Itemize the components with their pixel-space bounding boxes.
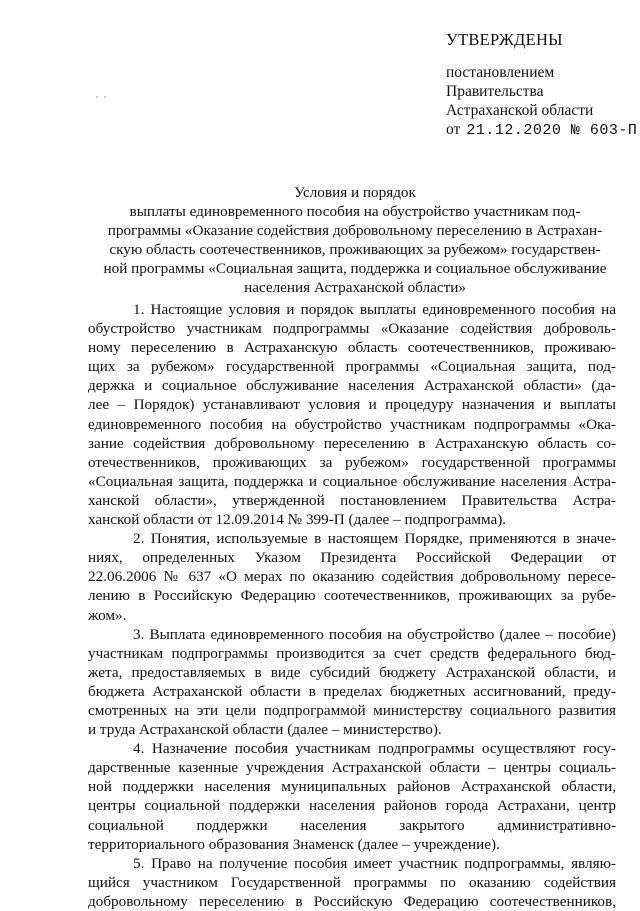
approval-heading: УТВЕРЖДЕНЫ [446, 30, 563, 49]
text-line: и труда Астраханской области (далее – министерство). [88, 721, 442, 739]
text-line: щийся участником Государственной программы по оказанию содействия [88, 873, 616, 891]
text-line: центры социальной поддержки населения районов города Астрахани, центр [88, 797, 616, 815]
text-line: «Социальная защита, поддержка и социальное обслуживание населения Астра- [88, 472, 616, 490]
text-line: отечественников, проживающих за рубежом» государственной программы [88, 453, 616, 471]
text-line: 4. Назначение пособия участникам подпрограммы осуществляют госу- [133, 740, 616, 758]
text-line: лее – Порядок) устанавливают условия и процедуру назначения и выплаты [88, 396, 616, 414]
text-line: социальной поддержки населения закрытого административно- [88, 816, 616, 834]
text-line: 2. Понятия, используемые в настоящем Порядке, применяются в значе- [133, 530, 616, 548]
title-line: выплаты единовременного пособия на обустройство участникам под- [129, 203, 581, 220]
text-line: 5. Право на получение пособия имеет участник подпрограммы, являю- [133, 854, 616, 872]
approval-stamp-block [446, 30, 636, 140]
text-line: лению в Российскую Федерацию соотечественников, проживающих за рубе- [88, 587, 616, 605]
title-line: скую область соотечественников, проживающих за рубежом» государствен- [109, 241, 601, 258]
text-line: бюджета Астраханской области в пределах бюджетных ассигнований, преду- [88, 682, 616, 700]
paragraph-2 [88, 529, 616, 624]
text-line: единовременного пособия на обустройство участникам подпрограммы «Ока- [88, 415, 616, 433]
text-line: зание содействия добровольному переселению в Астраханскую область со- [88, 434, 616, 452]
approval-line: Астраханской области [446, 102, 594, 119]
title-line: Условия и порядок [294, 184, 416, 201]
text-line: держка и социальное обслуживание населения Астраханской области» (да- [88, 377, 616, 395]
paragraph-5 [88, 854, 616, 911]
paragraph-4 [88, 739, 616, 854]
text-line: территориального образования Знаменск (далее – учреждение). [88, 835, 500, 853]
approval-line: Правительства [446, 83, 544, 100]
text-line: 3. Выплата единовременного пособия на обустройство (далее – пособие) [133, 625, 616, 643]
title-line: программы «Оказание содействия добровольному переселению в Астрахан- [107, 222, 603, 239]
text-line: жом». [88, 606, 127, 624]
text-line: ной поддержки населения муниципальных районов Астраханской области, [88, 778, 616, 796]
text-line: щих за рубежом» государственной программы «Социальная защита, под- [88, 358, 616, 376]
document-body [88, 300, 616, 911]
approval-date-handwritten: 21.12.2020 № 603-П [466, 122, 638, 139]
text-line: ханской области», утвержденной постановлением Правительства Астра- [88, 491, 616, 509]
approval-date-prefix: от [446, 121, 461, 138]
text-line: ханской области от 12.09.2014 № 399-П (далее – подпрограмма). [88, 511, 507, 529]
text-line: жета, предоставляемых в виде субсидий бюджету Астраханской области, и [88, 663, 616, 681]
text-line: ному переселению в Астраханскую область соотечественников, проживаю- [88, 339, 616, 357]
paragraph-1 [88, 300, 616, 529]
scan-speck [96, 96, 98, 98]
text-line: добровольному переселению в Российскую Федерацию соотечественников, [88, 892, 616, 910]
text-line: ниях, определенных Указом Президента Российской Федерации от [88, 549, 616, 567]
scan-speck [104, 96, 106, 98]
text-line: смотренных на эти цели подпрограммой министерству социального развития [88, 701, 616, 719]
document-title [88, 183, 622, 297]
title-line: населения Астраханской области» [244, 279, 466, 296]
text-line: дарственные казенные учреждения Астраханской области – центры социаль- [88, 759, 616, 777]
text-line: 22.06.2006 № 637 «О мерах по оказанию содействия добровольному пересе- [88, 568, 616, 586]
paragraph-3 [88, 625, 616, 740]
approval-line: постановлением [446, 64, 555, 81]
text-line: 1. Настоящие условия и порядок выплаты единовременного пособия на [133, 301, 616, 318]
approval-date-line [446, 120, 636, 140]
text-line: обустройство участникам подпрограммы «Оказание содействия доброволь- [88, 320, 616, 338]
title-line: ной программы «Социальная защита, поддержка и социальное обслуживание [103, 260, 607, 277]
text-line: участникам подпрограммы производится за счет средств федерального бюд- [88, 644, 616, 662]
